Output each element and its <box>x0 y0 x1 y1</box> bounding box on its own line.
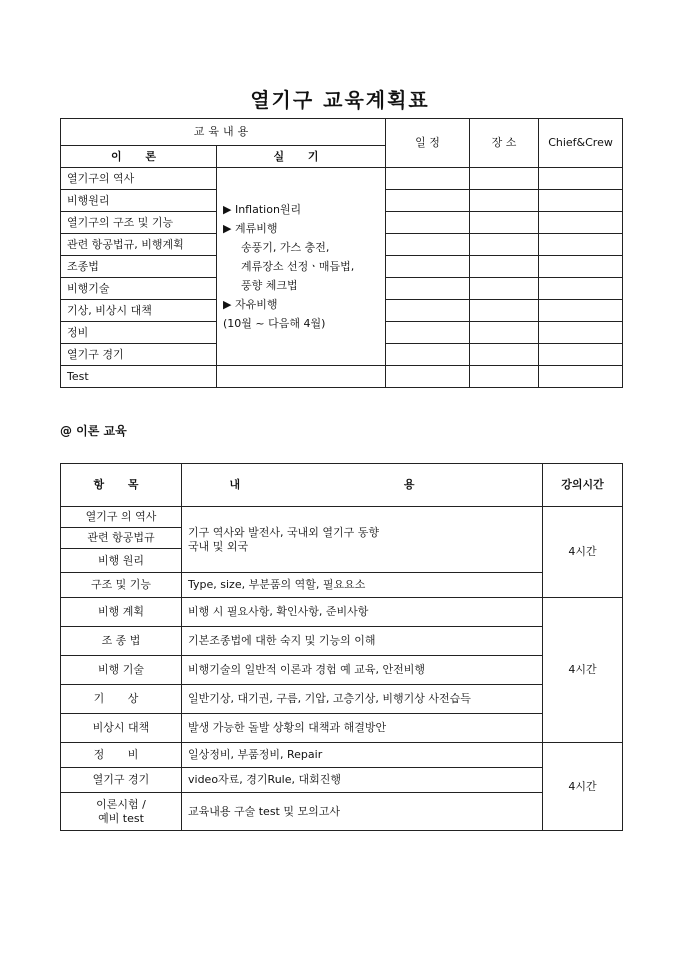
schedule-cell <box>386 190 470 212</box>
schedule-cell <box>386 234 470 256</box>
content-line: 기구 역사와 발전사, 국내외 열기구 동향 <box>188 525 379 539</box>
item-cell: 정 비 <box>61 743 182 768</box>
item-cell: 조 종 법 <box>61 627 182 656</box>
header-hours: 강의시간 <box>543 464 623 507</box>
item-cell: 열기구 의 역사 <box>61 507 182 528</box>
schedule-cell <box>386 278 470 300</box>
crew-cell <box>539 190 623 212</box>
item-cell: 열기구 경기 <box>61 768 182 793</box>
theory-cell: 비행기술 <box>61 278 217 300</box>
place-cell <box>470 234 539 256</box>
content-cell: Type, size, 부분품의 역할, 필요요소 <box>182 573 543 598</box>
item-cell: 비행 원리 <box>61 549 182 573</box>
practice-cell <box>217 168 386 366</box>
content-cell: 일상정비, 부품정비, Repair <box>182 743 543 768</box>
place-cell <box>470 322 539 344</box>
schedule-cell <box>386 344 470 366</box>
crew-cell <box>539 366 623 388</box>
theory-cell: Test <box>61 366 217 388</box>
theory-cell: 열기구의 구조 및 기능 <box>61 212 217 234</box>
theory-cell: 비행원리 <box>61 190 217 212</box>
place-cell <box>470 168 539 190</box>
table-row <box>61 573 623 598</box>
crew-cell <box>539 278 623 300</box>
item-cell: 비행 계획 <box>61 598 182 627</box>
header-schedule: 일 정 <box>386 119 470 168</box>
item-cell: 기 상 <box>61 685 182 714</box>
hours-cell: 4시간 <box>543 743 623 831</box>
content-cell: 일반기상, 대기권, 구름, 기압, 고층기상, 비행기상 사전습득 <box>182 685 543 714</box>
theory-education-table <box>60 463 623 831</box>
schedule-cell <box>386 212 470 234</box>
table-row <box>61 366 623 388</box>
table-row <box>61 656 623 685</box>
theory-cell: 정비 <box>61 322 217 344</box>
item-line: 예비 test <box>98 811 144 825</box>
table-row <box>61 685 623 714</box>
header-theory: 이 론 <box>61 146 217 168</box>
place-cell <box>470 190 539 212</box>
content-line: 국내 및 외국 <box>188 539 249 553</box>
page-title: 열기구 교육계획표 <box>250 88 430 112</box>
practice-line: ▶ 계류비행 <box>223 222 278 235</box>
schedule-cell <box>386 256 470 278</box>
theory-cell: 기상, 비상시 대책 <box>61 300 217 322</box>
practice-line: 계류장소 선정ㆍ매듭법, <box>241 260 355 273</box>
training-plan-table <box>60 118 623 388</box>
plan-header-row <box>61 119 623 146</box>
header-content: 내 용 <box>182 464 543 507</box>
item-line: 이론시험 / <box>96 797 146 811</box>
place-cell <box>470 278 539 300</box>
item-cell: 관련 항공법규 <box>61 528 182 549</box>
schedule-cell <box>386 300 470 322</box>
item-cell: 비행 기술 <box>61 656 182 685</box>
crew-cell <box>539 344 623 366</box>
content-cell: 비행기술의 일반적 이론과 경험 예 교육, 안전비행 <box>182 656 543 685</box>
schedule-cell <box>386 366 470 388</box>
header-item: 항 목 <box>61 464 182 507</box>
content-cell: video자료, 경기Rule, 대회진행 <box>182 768 543 793</box>
theory-header-row <box>61 464 623 507</box>
crew-cell <box>539 168 623 190</box>
crew-cell <box>539 212 623 234</box>
content-cell <box>182 507 543 573</box>
practice-cell-empty <box>217 366 386 388</box>
crew-cell <box>539 300 623 322</box>
practice-line: 송풍기, 가스 충전, <box>241 241 330 254</box>
content-cell: 교육내용 구술 test 및 모의고사 <box>182 793 543 831</box>
hours-cell: 4시간 <box>543 598 623 743</box>
content-cell: 기본조종법에 대한 숙지 및 기능의 이해 <box>182 627 543 656</box>
crew-cell <box>539 256 623 278</box>
table-row <box>61 793 623 831</box>
hours-cell: 4시간 <box>543 507 623 598</box>
theory-cell: 열기구의 역사 <box>61 168 217 190</box>
practice-line: (10월 ~ 다음해 4월) <box>223 317 326 330</box>
item-cell: 구조 및 기능 <box>61 573 182 598</box>
theory-cell: 열기구 경기 <box>61 344 217 366</box>
section-title: @ 이론 교육 <box>60 424 127 438</box>
schedule-cell <box>386 322 470 344</box>
practice-line: ▶ 자유비행 <box>223 298 278 311</box>
place-cell <box>470 212 539 234</box>
table-row <box>61 743 623 768</box>
theory-cell: 조종법 <box>61 256 217 278</box>
header-practice: 실 기 <box>217 146 386 168</box>
schedule-cell <box>386 168 470 190</box>
content-cell: 비행 시 필요사항, 확인사항, 준비사항 <box>182 598 543 627</box>
table-row <box>61 168 623 190</box>
practice-line: 풍향 체크법 <box>241 279 298 292</box>
place-cell <box>470 300 539 322</box>
crew-cell <box>539 322 623 344</box>
item-cell: 비상시 대책 <box>61 714 182 743</box>
table-row <box>61 627 623 656</box>
table-row <box>61 598 623 627</box>
place-cell <box>470 256 539 278</box>
place-cell <box>470 366 539 388</box>
table-row <box>61 714 623 743</box>
crew-cell <box>539 234 623 256</box>
place-cell <box>470 344 539 366</box>
header-chief-crew: Chief&Crew <box>539 119 623 168</box>
table-row <box>61 507 623 528</box>
content-cell: 발생 가능한 돌발 상황의 대책과 해결방안 <box>182 714 543 743</box>
theory-cell: 관련 항공법규, 비행계획 <box>61 234 217 256</box>
header-education-content: 교육내용 <box>61 119 386 146</box>
header-place: 장 소 <box>470 119 539 168</box>
table-row <box>61 768 623 793</box>
practice-line: ▶ Inflation원리 <box>223 203 302 216</box>
item-cell <box>61 793 182 831</box>
